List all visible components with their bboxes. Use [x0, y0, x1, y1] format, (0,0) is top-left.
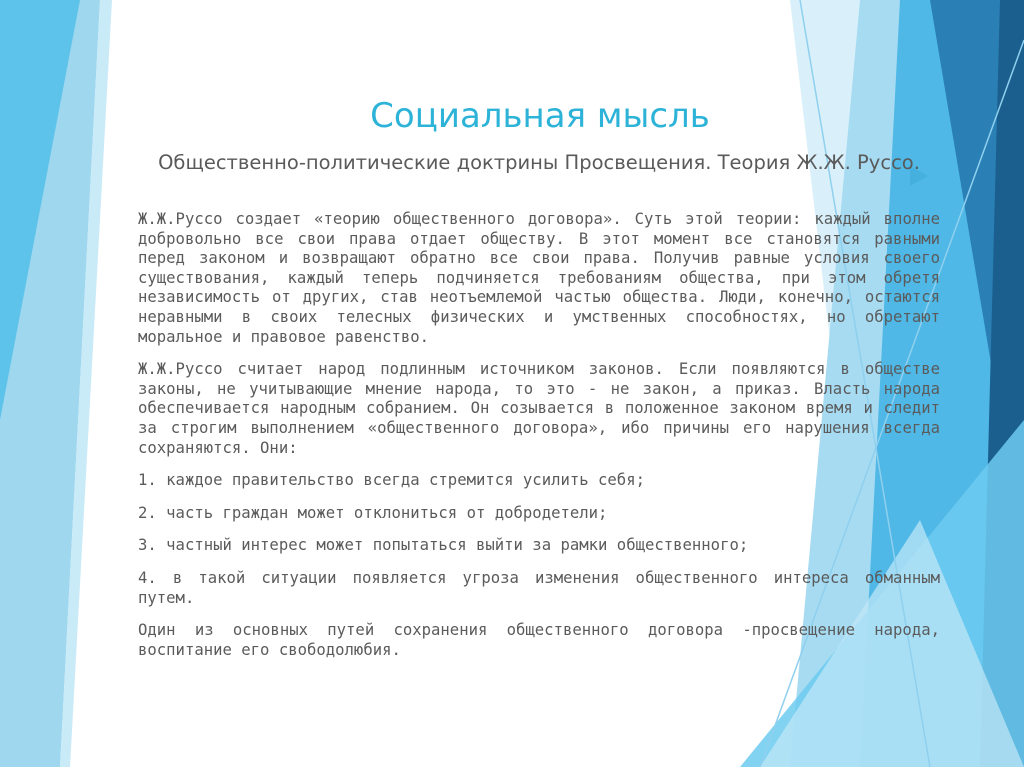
slide-title: Социальная мысль — [370, 96, 710, 136]
list-item-1: 1. каждое правительство всегда стремится усилить себя; — [138, 471, 645, 490]
slide-body — [138, 210, 940, 673]
paragraph-source-of-laws: Ж.Ж.Руссо считает народ подлинным источником законов. Если появляются в обществе законы, не учитывающие мнение народа, то это - не закон, а приказ. Власть народа обеспечивается народным собранием. Он созывается в положенное законом время и следит за строгим выполнением «общественного договора», ибо причины его нарушения всегда сохраняются. Они: — [138, 360, 940, 457]
paragraph-intro: Ж.Ж.Руссо создает «теорию общественного договора». Суть этой теории: каждый вполне добровольно все свои права отдает обществу. В этот момент все становятся равными перед законом и возвращают обратно все свои права. Получив равные условия своего существования, каждый теперь подчиняется требованиям общества, при этом обретя независимость от других, став неотъемлемой частью общества. Люди, конечно, остаются неравными в своих телесных физических и умственных способностях, но обретают моральное и правовое равенство. — [138, 210, 940, 346]
list-item-3: 3. частный интерес может попытаться выйти за рамки общественного; — [138, 536, 749, 555]
paragraph-conclusion: Один из основных путей сохранения общественного договора -просвещение народа, воспитание его свободолюбия. — [138, 621, 940, 659]
list-item-2: 2. часть граждан может отклониться от добродетели; — [138, 503, 608, 522]
list-item-4: 4. в такой ситуации появляется угроза изменения общественного интереса обманным путем. — [138, 568, 940, 607]
slide-subtitle: Общественно-политические доктрины Просвещения. Теория Ж.Ж. Руссо. — [158, 151, 920, 174]
